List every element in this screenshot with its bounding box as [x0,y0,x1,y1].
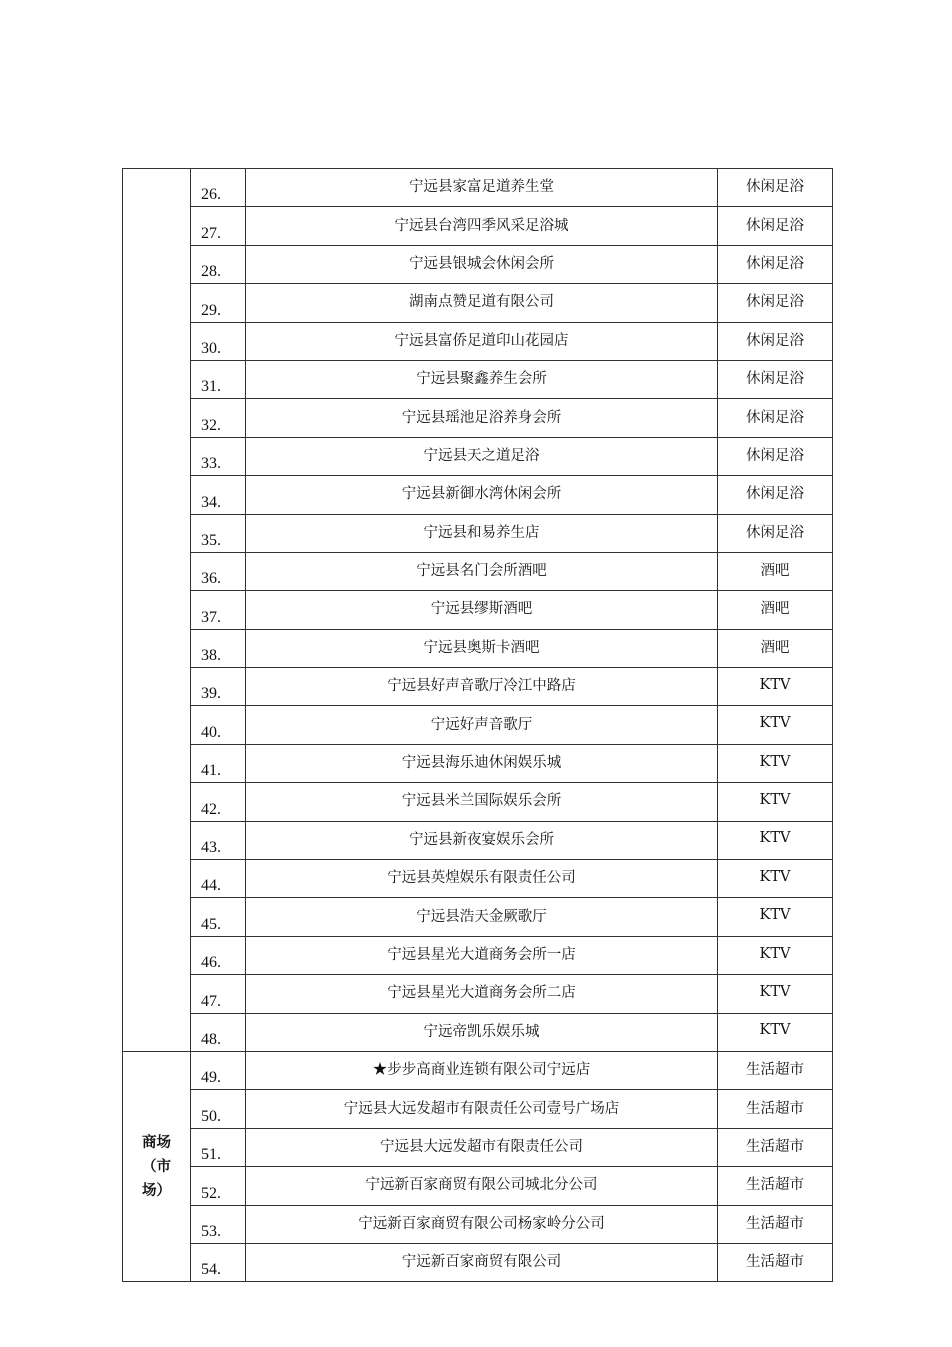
venue-name: 宁远好声音歌厅 [246,706,718,744]
venue-type: KTV [718,668,833,706]
venue-type: 生活超市 [718,1051,833,1089]
row-number: 47. [191,975,246,1013]
row-number: 26. [191,169,246,207]
row-number: 53. [191,1205,246,1243]
venue-type: KTV [718,744,833,782]
row-number: 42. [191,783,246,821]
table-row [123,207,833,245]
venue-type: KTV [718,975,833,1013]
table-row [123,169,833,207]
venue-type: 生活超市 [718,1243,833,1281]
row-number: 49. [191,1051,246,1089]
row-number: 38. [191,629,246,667]
venue-type: 休闲足浴 [718,245,833,283]
venue-type: 休闲足浴 [718,322,833,360]
row-number: 44. [191,860,246,898]
venue-type: 酒吧 [718,591,833,629]
table-row [123,552,833,590]
venue-type: 休闲足浴 [718,476,833,514]
venue-type: 休闲足浴 [718,284,833,322]
table-row [123,975,833,1013]
venue-type: KTV [718,783,833,821]
table-row [123,668,833,706]
venue-type: 休闲足浴 [718,437,833,475]
venue-name: 宁远县浩天金厥歌厅 [246,898,718,936]
venue-type: KTV [718,1013,833,1051]
venue-name: 宁远县缪斯酒吧 [246,591,718,629]
row-number: 27. [191,207,246,245]
venue-name: ★步步高商业连锁有限公司宁远店 [246,1051,718,1089]
table-row [123,476,833,514]
row-number: 39. [191,668,246,706]
row-number: 46. [191,936,246,974]
venue-type: 生活超市 [718,1205,833,1243]
venue-table [122,168,833,1282]
venue-name: 宁远县聚鑫养生会所 [246,360,718,398]
row-number: 30. [191,322,246,360]
row-number: 54. [191,1243,246,1281]
table-row [123,437,833,475]
row-number: 32. [191,399,246,437]
table-row [123,322,833,360]
row-number: 43. [191,821,246,859]
venue-type: 休闲足浴 [718,514,833,552]
venue-name: 宁远县家富足道养生堂 [246,169,718,207]
venue-name: 宁远帝凯乐娱乐城 [246,1013,718,1051]
row-number: 37. [191,591,246,629]
row-number: 28. [191,245,246,283]
venue-name: 宁远县台湾四季风采足浴城 [246,207,718,245]
venue-name: 湖南点赞足道有限公司 [246,284,718,322]
venue-name: 宁远县英煌娱乐有限责任公司 [246,860,718,898]
row-number: 31. [191,360,246,398]
venue-type: 酒吧 [718,629,833,667]
table-row [123,514,833,552]
venue-name: 宁远县名门会所酒吧 [246,552,718,590]
row-number: 34. [191,476,246,514]
venue-name: 宁远县和易养生店 [246,514,718,552]
venue-name: 宁远县大远发超市有限责任公司壹号广场店 [246,1090,718,1128]
row-number: 48. [191,1013,246,1051]
table-row [123,1167,833,1205]
table-row [123,360,833,398]
venue-type: KTV [718,898,833,936]
venue-type: 休闲足浴 [718,360,833,398]
venue-type: 休闲足浴 [718,399,833,437]
row-number: 40. [191,706,246,744]
table-row [123,1205,833,1243]
venue-type: 生活超市 [718,1090,833,1128]
venue-type: KTV [718,860,833,898]
venue-type: 酒吧 [718,552,833,590]
row-number: 51. [191,1128,246,1166]
venue-type: 生活超市 [718,1167,833,1205]
venue-type: KTV [718,936,833,974]
venue-name: 宁远新百家商贸有限公司城北分公司 [246,1167,718,1205]
venue-name: 宁远县瑶池足浴养身会所 [246,399,718,437]
table-row [123,1243,833,1281]
row-number: 29. [191,284,246,322]
venue-name: 宁远县天之道足浴 [246,437,718,475]
table-row [123,284,833,322]
table-row [123,860,833,898]
venue-table-body [123,169,833,1282]
category-cell: 商场（市场） [123,1051,191,1281]
table-row [123,706,833,744]
venue-name: 宁远县新夜宴娱乐会所 [246,821,718,859]
table-row [123,783,833,821]
venue-name: 宁远县奥斯卡酒吧 [246,629,718,667]
venue-name: 宁远县星光大道商务会所一店 [246,936,718,974]
venue-name: 宁远县星光大道商务会所二店 [246,975,718,1013]
venue-name: 宁远县富侨足道印山花园店 [246,322,718,360]
venue-type: 休闲足浴 [718,169,833,207]
table-row [123,898,833,936]
venue-name: 宁远县米兰国际娱乐会所 [246,783,718,821]
venue-name: 宁远县海乐迪休闲娱乐城 [246,744,718,782]
venue-name: 宁远县好声音歌厅冷江中路店 [246,668,718,706]
venue-type: 休闲足浴 [718,207,833,245]
venue-name: 宁远新百家商贸有限公司 [246,1243,718,1281]
venue-type: 生活超市 [718,1128,833,1166]
row-number: 33. [191,437,246,475]
table-row [123,1051,833,1089]
table-row [123,629,833,667]
table-row [123,591,833,629]
table-row [123,1013,833,1051]
table-row [123,744,833,782]
venue-type: KTV [718,706,833,744]
row-number: 36. [191,552,246,590]
table-row [123,1128,833,1166]
row-number: 35. [191,514,246,552]
venue-type: KTV [718,821,833,859]
venue-name: 宁远新百家商贸有限公司杨家岭分公司 [246,1205,718,1243]
row-number: 41. [191,744,246,782]
venue-name: 宁远县银城会休闲会所 [246,245,718,283]
row-number: 45. [191,898,246,936]
category-cell [123,169,191,1052]
row-number: 50. [191,1090,246,1128]
venue-name: 宁远县大远发超市有限责任公司 [246,1128,718,1166]
venue-name: 宁远县新御水湾休闲会所 [246,476,718,514]
table-row [123,399,833,437]
table-row [123,936,833,974]
table-row [123,821,833,859]
table-row [123,245,833,283]
row-number: 52. [191,1167,246,1205]
table-row [123,1090,833,1128]
